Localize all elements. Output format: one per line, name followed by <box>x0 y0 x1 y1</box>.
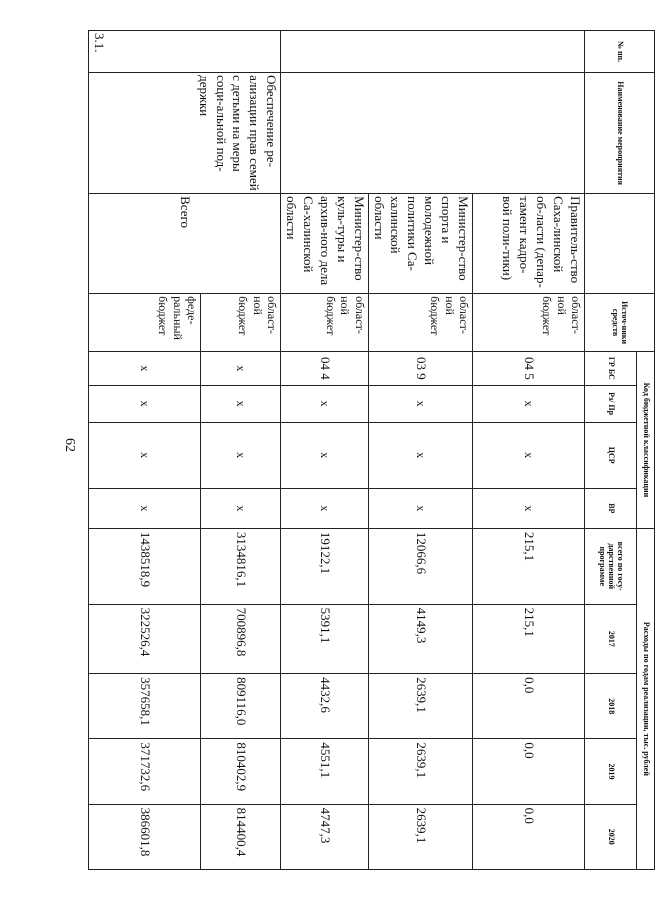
cell-total: 19122,1 <box>281 528 368 604</box>
cell-item-no: 3.1. <box>89 31 281 73</box>
header-code-group: Код бюджетной классификации <box>637 352 655 529</box>
header-name: Наименование мероприятия <box>585 73 655 194</box>
cell-source: област-ной бюджет <box>473 294 585 352</box>
cell-2017: 215,1 <box>473 604 585 673</box>
cell-2018: 809116,0 <box>201 674 281 739</box>
cell-2020: 2639,1 <box>368 804 472 869</box>
header-expenses-group: Расходы по годам реализации, тыс. рублей <box>637 528 655 869</box>
cell-2020: 0,0 <box>473 804 585 869</box>
cell-name-empty <box>281 73 585 194</box>
cell-item-name: Обеспечение ре-ализации прав семей с детьми на меры соци-альной под-держки <box>89 73 281 194</box>
cell-vr: x <box>281 488 368 528</box>
cell-vr: x <box>473 488 585 528</box>
cell-grbs: 04 4 <box>281 352 368 386</box>
cell-source: област-ной бюджет <box>368 294 472 352</box>
cell-2017: 322526,4 <box>89 604 201 673</box>
cell-2018: 4432,6 <box>281 674 368 739</box>
cell-item-responsible: Всего <box>89 194 281 294</box>
page-number: 62 <box>62 438 77 452</box>
header-total: всего по госу-дарственной программе <box>585 528 637 604</box>
cell-2020: 814400,4 <box>201 804 281 869</box>
cell-responsible: Правитель-ство Саха-линской об-ласти (депар-тамент кадро-вой поли-тики) <box>473 194 585 294</box>
cell-source: област-ной бюджет <box>201 294 281 352</box>
cell-total: 1438518,9 <box>89 528 201 604</box>
cell-rzpr: x <box>281 385 368 422</box>
header-2019: 2019 <box>585 739 637 804</box>
header-csr: ЦСР <box>585 422 637 488</box>
header-vr: ВР <box>585 488 637 528</box>
header-responsible <box>585 194 655 294</box>
cell-csr: x <box>473 422 585 488</box>
rotated-table-container <box>92 30 655 870</box>
header-2018: 2018 <box>585 674 637 739</box>
header-no: № пп. <box>585 31 655 73</box>
cell-responsible: Министер-ство куль-туры и архив-ного дела Са-халинской области <box>281 194 368 294</box>
cell-csr: x <box>89 422 201 488</box>
cell-grbs: 04 5 <box>473 352 585 386</box>
header-grbs: ГР БС <box>585 352 637 386</box>
cell-vr: x <box>368 488 472 528</box>
cell-source: област-ной бюджет <box>281 294 368 352</box>
header-2017: 2017 <box>585 604 637 673</box>
table-row <box>201 31 281 870</box>
cell-csr: x <box>201 422 281 488</box>
table-row <box>473 31 585 870</box>
cell-2018: 0,0 <box>473 674 585 739</box>
cell-rzpr: x <box>473 385 585 422</box>
cell-vr: x <box>89 488 201 528</box>
cell-2019: 810402,9 <box>201 739 281 804</box>
cell-2017: 700896,8 <box>201 604 281 673</box>
cell-csr: x <box>281 422 368 488</box>
cell-2019: 371732,6 <box>89 739 201 804</box>
cell-vr: x <box>201 488 281 528</box>
cell-no-empty <box>281 31 585 73</box>
cell-grbs: 03 9 <box>368 352 472 386</box>
cell-2019: 0,0 <box>473 739 585 804</box>
budget-table <box>88 30 655 870</box>
header-2020: 2020 <box>585 804 637 869</box>
cell-total: 3134816,1 <box>201 528 281 604</box>
cell-2018: 2639,1 <box>368 674 472 739</box>
cell-2018: 357658,1 <box>89 674 201 739</box>
cell-source: феде-ральный бюджет <box>89 294 201 352</box>
cell-total: 215,1 <box>473 528 585 604</box>
cell-2017: 4149,3 <box>368 604 472 673</box>
cell-rzpr: x <box>89 385 201 422</box>
cell-rzpr: x <box>368 385 472 422</box>
cell-2019: 4551,1 <box>281 739 368 804</box>
cell-grbs: x <box>89 352 201 386</box>
cell-responsible: Министер-ство спорта и молодежной политики Са-халинской области <box>368 194 472 294</box>
cell-2020: 4747,3 <box>281 804 368 869</box>
header-source: Источ-ники средств <box>585 294 655 352</box>
cell-2020: 386601,8 <box>89 804 201 869</box>
cell-2019: 2639,1 <box>368 739 472 804</box>
cell-grbs: x <box>201 352 281 386</box>
cell-csr: x <box>368 422 472 488</box>
cell-rzpr: x <box>201 385 281 422</box>
cell-total: 12066,6 <box>368 528 472 604</box>
header-rzpr: Рз/ Пр <box>585 385 637 422</box>
cell-2017: 5391,1 <box>281 604 368 673</box>
